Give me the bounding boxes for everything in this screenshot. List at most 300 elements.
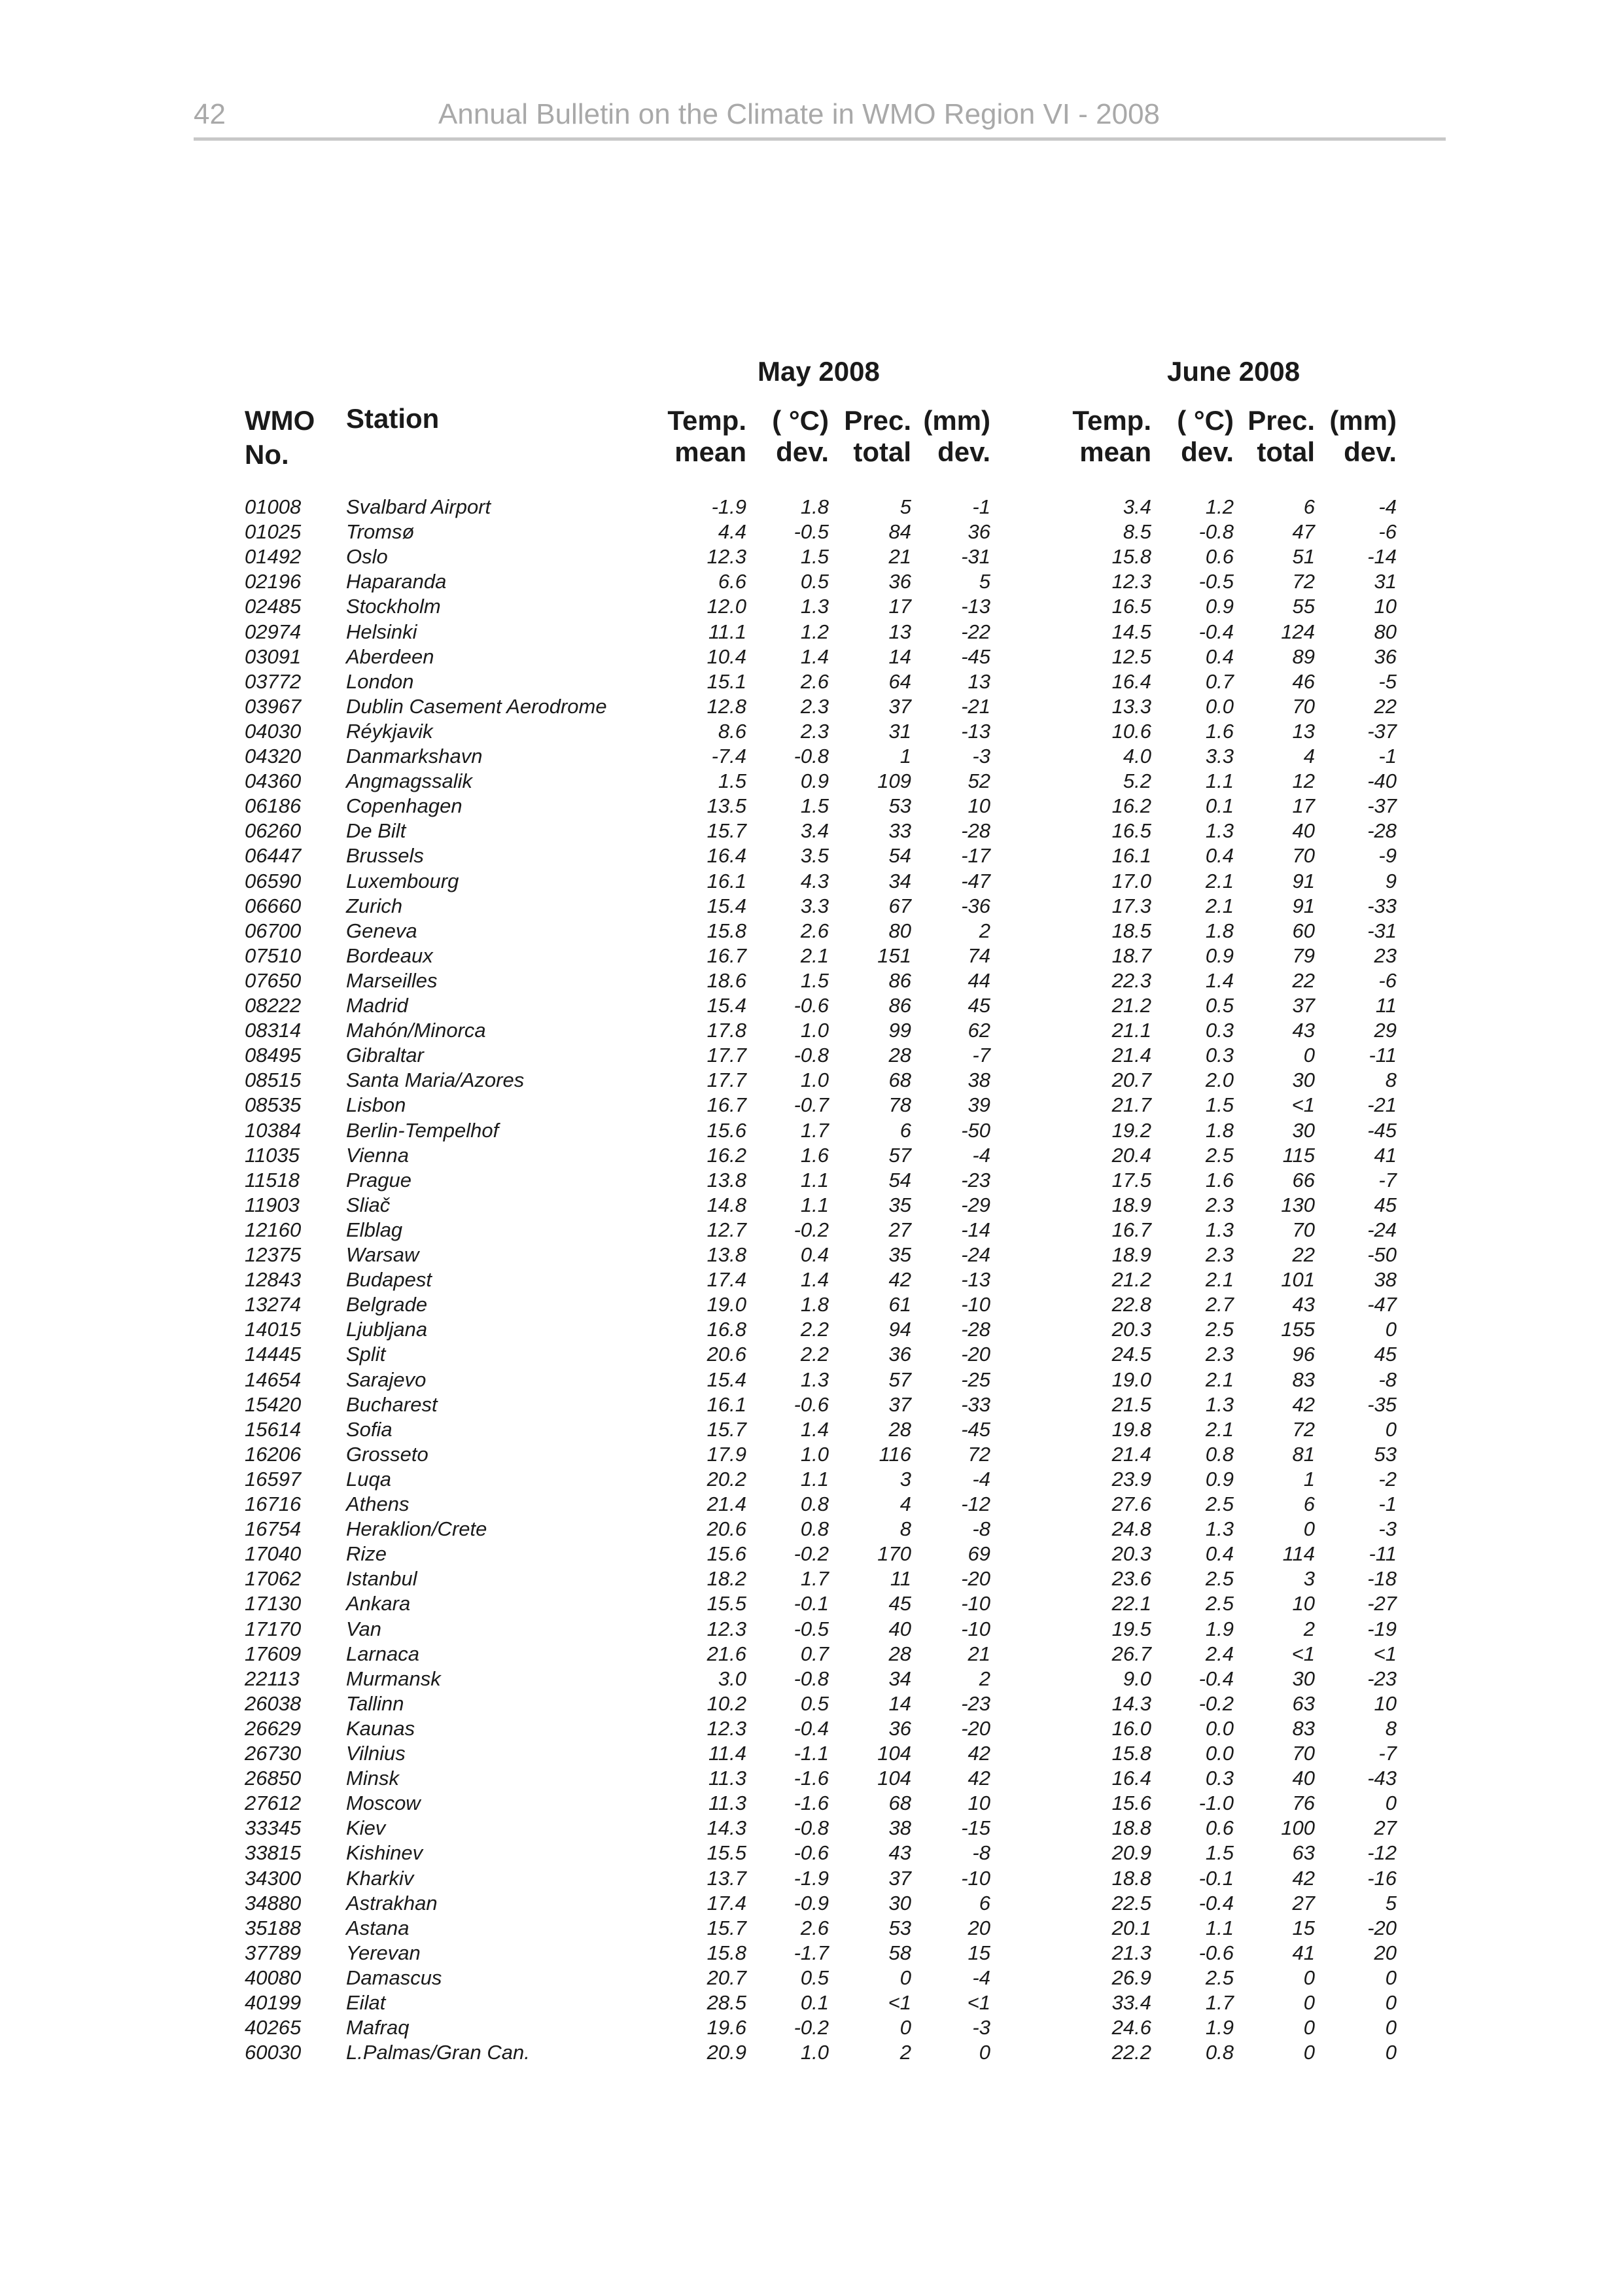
table-row xyxy=(0,569,1623,594)
may-prec-dev: 2 xyxy=(979,1667,990,1690)
wmo-number: 06660 xyxy=(245,894,302,917)
may-prec-total: 86 xyxy=(888,994,911,1017)
station-name: Heraklion/Crete xyxy=(346,1517,487,1541)
may-temp-mean: 13.7 xyxy=(707,1866,746,1890)
may-prec-dev: -7 xyxy=(972,1044,990,1067)
col-header-may-prec-dev: (mm) xyxy=(923,405,990,436)
table-row xyxy=(0,869,1623,894)
may-temp-mean: 16.2 xyxy=(707,1143,746,1167)
june-prec-total: 15 xyxy=(1292,1916,1315,1939)
june-temp-mean: 20.3 xyxy=(1111,1318,1151,1341)
wmo-number: 17062 xyxy=(245,1567,302,1591)
june-prec-dev: 5 xyxy=(1385,1891,1397,1915)
station-name: Luqa xyxy=(346,1467,391,1491)
may-temp-dev: 1.3 xyxy=(800,595,829,618)
table-row xyxy=(0,1368,1623,1392)
june-temp-dev: 0.0 xyxy=(1205,694,1234,718)
june-temp-dev: 1.8 xyxy=(1205,919,1234,942)
may-prec-dev: -23 xyxy=(961,1168,990,1192)
may-temp-dev: 0.5 xyxy=(800,570,829,593)
may-temp-mean: 3.0 xyxy=(718,1667,746,1690)
wmo-number: 33815 xyxy=(245,1841,302,1865)
may-temp-mean: 16.7 xyxy=(707,1093,746,1117)
june-temp-dev: 2.5 xyxy=(1205,1318,1234,1341)
table-row xyxy=(0,1442,1623,1467)
may-prec-dev: -21 xyxy=(961,694,990,718)
june-temp-dev: 0.3 xyxy=(1205,1767,1234,1790)
may-prec-total: 68 xyxy=(888,1792,911,1815)
may-temp-dev: 0.5 xyxy=(800,1691,829,1715)
may-prec-dev: -8 xyxy=(972,1841,990,1865)
may-temp-mean: 19.6 xyxy=(707,2016,746,2040)
june-prec-dev: 0 xyxy=(1385,1792,1397,1815)
june-prec-total: 60 xyxy=(1292,919,1315,942)
table-row xyxy=(0,1018,1623,1043)
station-name: Eilat xyxy=(346,1991,386,2014)
june-prec-total: 70 xyxy=(1292,844,1315,868)
station-name: London xyxy=(346,669,414,693)
june-prec-total: 46 xyxy=(1292,669,1315,693)
june-prec-total: 6 xyxy=(1303,495,1315,518)
may-temp-dev: 1.3 xyxy=(800,1368,829,1391)
may-temp-mean: 6.6 xyxy=(718,570,746,593)
june-prec-total: 83 xyxy=(1292,1716,1315,1740)
station-name: Marseilles xyxy=(346,968,438,992)
station-name: Larnaca xyxy=(346,1642,420,1665)
col-header-june-prec: Prec. xyxy=(1248,405,1315,436)
june-prec-dev: -14 xyxy=(1367,545,1397,569)
june-temp-mean: 16.1 xyxy=(1111,844,1151,868)
june-temp-mean: 10.6 xyxy=(1111,719,1151,743)
may-temp-dev: 2.2 xyxy=(800,1318,829,1341)
june-prec-dev: 8 xyxy=(1385,1069,1397,1092)
may-temp-dev: 1.8 xyxy=(800,1293,829,1316)
station-name: Angmagssalik xyxy=(346,769,472,793)
june-temp-dev: 0.9 xyxy=(1205,595,1234,618)
june-prec-total: 22 xyxy=(1292,1243,1315,1266)
june-temp-dev: 2.5 xyxy=(1205,1143,1234,1167)
table-row xyxy=(0,1093,1623,1118)
station-name: Astrakhan xyxy=(346,1891,438,1915)
may-temp-dev: -0.5 xyxy=(794,1617,829,1640)
june-temp-dev: 0.3 xyxy=(1205,1019,1234,1042)
june-temp-mean: 20.9 xyxy=(1111,1841,1151,1865)
may-temp-mean: 17.7 xyxy=(707,1044,746,1067)
may-prec-dev: -29 xyxy=(961,1193,990,1216)
june-temp-dev: 2.5 xyxy=(1205,1567,1234,1591)
june-temp-dev: 2.5 xyxy=(1205,1966,1234,1989)
wmo-number: 03091 xyxy=(245,645,302,668)
june-temp-dev: -0.5 xyxy=(1198,570,1234,593)
station-name: Athens xyxy=(346,1492,410,1515)
may-prec-total: 43 xyxy=(888,1841,911,1865)
june-prec-dev: -6 xyxy=(1378,968,1397,992)
june-temp-dev: -0.4 xyxy=(1198,1667,1234,1690)
june-temp-mean: 21.1 xyxy=(1111,1019,1151,1042)
june-temp-dev: 2.5 xyxy=(1205,1492,1234,1515)
wmo-number: 11518 xyxy=(245,1168,300,1192)
table-row xyxy=(0,794,1623,819)
may-prec-dev: -20 xyxy=(961,1567,990,1591)
table-row xyxy=(0,1243,1623,1267)
may-prec-total: 36 xyxy=(888,1343,911,1366)
june-prec-dev: 27 xyxy=(1374,1816,1397,1840)
june-prec-total: 0 xyxy=(1303,2041,1315,2064)
may-prec-dev: 13 xyxy=(968,669,990,693)
june-temp-mean: 12.3 xyxy=(1111,570,1151,593)
station-name: Dublin Casement Aerodrome xyxy=(346,694,607,718)
june-temp-dev: 0.8 xyxy=(1205,2041,1234,2064)
june-temp-mean: 24.8 xyxy=(1111,1517,1151,1541)
may-temp-dev: 3.4 xyxy=(800,819,829,843)
may-prec-dev: -13 xyxy=(961,1268,990,1292)
may-prec-total: 35 xyxy=(888,1193,911,1216)
may-prec-total: 28 xyxy=(888,1417,911,1441)
may-prec-dev: -8 xyxy=(972,1517,990,1541)
may-temp-dev: -0.2 xyxy=(794,1542,829,1566)
june-temp-mean: 24.5 xyxy=(1111,1343,1151,1366)
june-temp-dev: 2.1 xyxy=(1205,1268,1234,1292)
may-temp-mean: 18.6 xyxy=(707,968,746,992)
june-temp-dev: 1.6 xyxy=(1205,719,1234,743)
may-temp-mean: 12.3 xyxy=(707,1617,746,1640)
june-temp-dev: 1.1 xyxy=(1205,769,1234,793)
station-name: Copenhagen xyxy=(346,794,462,818)
june-temp-dev: 0.1 xyxy=(1205,794,1234,818)
may-prec-total: 67 xyxy=(888,894,911,917)
table-row xyxy=(0,1218,1623,1243)
june-temp-dev: 0.4 xyxy=(1205,1542,1234,1566)
may-prec-total: 80 xyxy=(888,919,911,942)
june-temp-mean: 16.4 xyxy=(1111,1767,1151,1790)
june-temp-mean: 5.2 xyxy=(1123,769,1151,793)
may-prec-dev: -25 xyxy=(961,1368,990,1391)
table-row xyxy=(0,1317,1623,1342)
june-temp-mean: 26.7 xyxy=(1111,1642,1151,1665)
may-prec-dev: 62 xyxy=(968,1019,990,1042)
table-row xyxy=(0,1193,1623,1218)
june-prec-total: 72 xyxy=(1292,1417,1315,1441)
may-temp-mean: 16.1 xyxy=(707,1392,746,1416)
june-temp-dev: 2.1 xyxy=(1205,869,1234,892)
june-temp-mean: 16.5 xyxy=(1111,819,1151,843)
june-temp-dev: -0.1 xyxy=(1198,1866,1234,1890)
wmo-number: 33345 xyxy=(245,1816,302,1840)
june-prec-total: 40 xyxy=(1292,1767,1315,1790)
may-temp-dev: 1.5 xyxy=(800,968,829,992)
col-header-wmo-no: No. xyxy=(245,439,289,470)
june-prec-dev: 0 xyxy=(1385,1966,1397,1989)
may-temp-mean: 15.1 xyxy=(707,669,746,693)
june-prec-total: 41 xyxy=(1292,1941,1315,1964)
june-prec-dev: -40 xyxy=(1367,769,1397,793)
station-name: Moscow xyxy=(346,1792,421,1815)
may-prec-total: 94 xyxy=(888,1318,911,1341)
may-temp-mean: 16.1 xyxy=(707,869,746,892)
june-prec-dev: -18 xyxy=(1367,1567,1397,1591)
may-prec-total: 2 xyxy=(899,2041,911,2064)
june-temp-dev: -0.4 xyxy=(1198,620,1234,643)
june-prec-total: 6 xyxy=(1303,1492,1315,1515)
may-temp-mean: 15.8 xyxy=(707,1941,746,1964)
june-prec-total: 91 xyxy=(1292,869,1315,892)
may-prec-total: 6 xyxy=(899,1118,911,1142)
june-prec-dev: -45 xyxy=(1367,1118,1397,1142)
table-row xyxy=(0,1267,1623,1292)
june-temp-dev: 1.9 xyxy=(1205,1617,1234,1640)
station-name: Mafraq xyxy=(346,2016,410,2040)
june-temp-dev: 1.5 xyxy=(1205,1841,1234,1865)
table-row xyxy=(0,993,1623,1018)
station-name: Yerevan xyxy=(346,1941,421,1964)
station-name: Brussels xyxy=(346,844,424,868)
june-prec-dev: -9 xyxy=(1378,844,1397,868)
june-temp-dev: 0.0 xyxy=(1205,1742,1234,1765)
june-temp-mean: 33.4 xyxy=(1111,1991,1151,2014)
june-prec-dev: -1 xyxy=(1378,1492,1397,1515)
may-temp-mean: 15.6 xyxy=(707,1542,746,1566)
june-prec-dev: 9 xyxy=(1385,869,1397,892)
may-temp-mean: 19.0 xyxy=(707,1293,746,1316)
may-prec-dev: 2 xyxy=(979,919,990,942)
table-row xyxy=(0,919,1623,944)
station-name: Damascus xyxy=(346,1966,442,1989)
may-temp-dev: 2.6 xyxy=(800,1916,829,1939)
may-temp-mean: 11.1 xyxy=(708,620,746,643)
wmo-number: 16206 xyxy=(245,1442,302,1466)
june-prec-dev: -23 xyxy=(1367,1667,1397,1690)
may-prec-total: 54 xyxy=(888,1168,911,1192)
june-prec-total: 3 xyxy=(1303,1567,1315,1591)
may-prec-total: 13 xyxy=(888,620,911,643)
may-prec-total: 170 xyxy=(877,1542,911,1566)
may-temp-mean: 4.4 xyxy=(718,520,746,544)
june-temp-dev: 1.6 xyxy=(1205,1168,1234,1192)
may-temp-mean: 20.2 xyxy=(707,1467,746,1491)
may-prec-dev: -22 xyxy=(961,620,990,643)
june-temp-dev: 0.8 xyxy=(1205,1442,1234,1466)
june-prec-dev: -16 xyxy=(1367,1866,1397,1890)
june-temp-mean: 20.7 xyxy=(1111,1069,1151,1092)
col-header-may-prec: Prec. xyxy=(844,405,911,436)
station-name: Gibraltar xyxy=(346,1044,424,1067)
table-row xyxy=(0,1816,1623,1841)
may-prec-dev: -13 xyxy=(961,719,990,743)
table-row xyxy=(0,1841,1623,1865)
june-prec-dev: 31 xyxy=(1374,570,1397,593)
may-temp-mean: 17.7 xyxy=(707,1069,746,1092)
june-prec-total: 115 xyxy=(1282,1143,1315,1167)
wmo-number: 11035 xyxy=(245,1143,300,1167)
may-temp-mean: -7.4 xyxy=(711,745,746,768)
june-temp-mean: 22.2 xyxy=(1111,2041,1151,2064)
june-temp-dev: 0.0 xyxy=(1205,1716,1234,1740)
june-prec-dev: 20 xyxy=(1374,1941,1397,1964)
wmo-number: 02485 xyxy=(245,595,302,618)
wmo-number: 40265 xyxy=(245,2016,302,2040)
may-prec-total: 14 xyxy=(888,645,911,668)
may-temp-dev: 0.5 xyxy=(800,1966,829,1989)
may-prec-dev: 0 xyxy=(979,2041,990,2064)
may-temp-mean: 17.4 xyxy=(707,1268,746,1292)
table-row xyxy=(0,1467,1623,1492)
may-temp-mean: 28.5 xyxy=(707,1991,746,2014)
may-prec-total: 14 xyxy=(888,1691,911,1715)
may-prec-total: 0 xyxy=(899,2016,911,2040)
may-temp-dev: -0.8 xyxy=(794,1816,829,1840)
station-name: Réykjavik xyxy=(346,719,433,743)
wmo-number: 08314 xyxy=(245,1019,302,1042)
may-prec-dev: 21 xyxy=(968,1642,990,1665)
may-temp-dev: 3.3 xyxy=(800,894,829,917)
may-temp-mean: 12.3 xyxy=(707,545,746,569)
may-prec-dev: 42 xyxy=(968,1767,990,1790)
table-row xyxy=(0,1667,1623,1691)
june-prec-dev: -28 xyxy=(1367,819,1397,843)
june-prec-total: 0 xyxy=(1303,1966,1315,1989)
may-temp-dev: 1.0 xyxy=(800,1442,829,1466)
may-temp-dev: 1.5 xyxy=(800,794,829,818)
station-name: Kharkiv xyxy=(346,1866,414,1890)
may-prec-dev: -17 xyxy=(961,844,990,868)
june-prec-total: 130 xyxy=(1281,1193,1315,1216)
may-temp-mean: 13.8 xyxy=(707,1168,746,1192)
may-prec-total: 64 xyxy=(888,669,911,693)
table-row xyxy=(0,744,1623,769)
station-name: Santa Maria/Azores xyxy=(346,1069,525,1092)
wmo-number: 26850 xyxy=(245,1767,302,1790)
june-temp-mean: 16.4 xyxy=(1111,669,1151,693)
june-temp-dev: 3.3 xyxy=(1205,745,1234,768)
june-prec-total: 42 xyxy=(1292,1392,1315,1416)
may-prec-dev: -28 xyxy=(961,819,990,843)
june-temp-dev: 1.3 xyxy=(1205,1517,1234,1541)
may-temp-dev: -0.6 xyxy=(794,1841,829,1865)
june-prec-total: 124 xyxy=(1281,620,1315,643)
may-temp-mean: 15.4 xyxy=(707,1368,746,1391)
may-temp-dev: -0.4 xyxy=(794,1716,829,1740)
may-temp-dev: -1.7 xyxy=(794,1941,829,1964)
june-prec-dev: -7 xyxy=(1378,1168,1397,1192)
june-temp-mean: 21.4 xyxy=(1111,1442,1151,1466)
june-prec-total: 40 xyxy=(1292,819,1315,843)
wmo-number: 06700 xyxy=(245,919,302,942)
june-prec-total: 76 xyxy=(1292,1792,1315,1815)
may-temp-mean: 15.7 xyxy=(707,1916,746,1939)
june-prec-total: 70 xyxy=(1292,1742,1315,1765)
may-prec-dev: -23 xyxy=(961,1691,990,1715)
june-prec-dev: 0 xyxy=(1385,1991,1397,2014)
june-prec-dev: -12 xyxy=(1367,1841,1397,1865)
june-prec-total: 30 xyxy=(1292,1667,1315,1690)
table-row xyxy=(0,1591,1623,1616)
june-temp-dev: 0.9 xyxy=(1205,944,1234,967)
table-row xyxy=(0,1916,1623,1941)
june-prec-total: 0 xyxy=(1303,1991,1315,2014)
station-name: Sarajevo xyxy=(346,1368,427,1391)
june-temp-mean: 21.2 xyxy=(1111,1268,1151,1292)
june-temp-mean: 22.8 xyxy=(1111,1293,1151,1316)
june-temp-mean: 17.5 xyxy=(1111,1168,1151,1192)
may-temp-dev: 2.3 xyxy=(800,719,829,743)
wmo-number: 01025 xyxy=(245,520,302,544)
table-row xyxy=(0,1741,1623,1766)
may-prec-total: 99 xyxy=(888,1019,911,1042)
may-prec-dev: -1 xyxy=(972,495,990,518)
june-prec-dev: 45 xyxy=(1374,1343,1397,1366)
wmo-number: 17170 xyxy=(245,1617,302,1640)
wmo-number: 12160 xyxy=(245,1218,302,1241)
june-temp-mean: 23.6 xyxy=(1111,1567,1151,1591)
june-temp-mean: 26.9 xyxy=(1111,1966,1151,1989)
may-temp-dev: -1.6 xyxy=(794,1767,829,1790)
table-row xyxy=(0,1542,1623,1566)
col-header-may-mean: mean xyxy=(674,436,746,467)
june-temp-dev: 1.9 xyxy=(1205,2016,1234,2040)
may-prec-total: 78 xyxy=(888,1093,911,1117)
june-temp-mean: 17.3 xyxy=(1111,894,1151,917)
may-temp-mean: 15.4 xyxy=(707,994,746,1017)
june-prec-dev: 22 xyxy=(1374,694,1397,718)
may-prec-dev: 45 xyxy=(968,994,990,1017)
june-temp-dev: -0.4 xyxy=(1198,1891,1234,1915)
wmo-number: 17040 xyxy=(245,1542,302,1566)
june-prec-dev: -35 xyxy=(1367,1392,1397,1416)
table-row xyxy=(0,1292,1623,1317)
station-name: Ljubljana xyxy=(346,1318,428,1341)
may-temp-dev: -0.7 xyxy=(794,1093,829,1117)
table-row xyxy=(0,1392,1623,1417)
june-temp-mean: 19.8 xyxy=(1111,1417,1151,1441)
col-header-station: Station xyxy=(346,403,440,434)
june-temp-mean: 15.6 xyxy=(1111,1792,1151,1815)
table-row xyxy=(0,2040,1623,2065)
may-prec-dev: 74 xyxy=(968,944,990,967)
wmo-number: 40199 xyxy=(245,1991,302,2014)
may-temp-dev: 1.0 xyxy=(800,2041,829,2064)
wmo-number: 03967 xyxy=(245,694,302,718)
june-temp-mean: 18.8 xyxy=(1111,1866,1151,1890)
june-prec-total: 37 xyxy=(1292,994,1315,1017)
june-temp-dev: 2.3 xyxy=(1205,1243,1234,1266)
station-name: Bordeaux xyxy=(346,944,433,967)
june-prec-total: 0 xyxy=(1303,1517,1315,1541)
may-temp-dev: -0.9 xyxy=(794,1891,829,1915)
station-name: Haparanda xyxy=(346,570,447,593)
june-prec-total: 0 xyxy=(1303,2016,1315,2040)
may-prec-total: 0 xyxy=(899,1966,911,1989)
june-temp-dev: 2.1 xyxy=(1205,894,1234,917)
june-temp-mean: 22.3 xyxy=(1111,968,1151,992)
wmo-number: 15420 xyxy=(245,1392,302,1416)
may-prec-dev: -4 xyxy=(972,1966,990,1989)
may-prec-total: 37 xyxy=(888,1866,911,1890)
june-prec-dev: -3 xyxy=(1378,1517,1397,1541)
table-row xyxy=(0,1866,1623,1891)
may-temp-mean: 15.7 xyxy=(707,1417,746,1441)
station-name: Grosseto xyxy=(346,1442,428,1466)
may-prec-dev: -10 xyxy=(961,1617,990,1640)
may-prec-dev: 38 xyxy=(968,1069,990,1092)
june-prec-dev: <1 xyxy=(1373,1642,1397,1665)
station-name: Madrid xyxy=(346,994,408,1017)
june-prec-total: 83 xyxy=(1292,1368,1315,1391)
wmo-number: 15614 xyxy=(245,1417,302,1441)
wmo-number: 07510 xyxy=(245,944,302,967)
june-prec-dev: 0 xyxy=(1385,1318,1397,1341)
station-name: Mahón/Minorca xyxy=(346,1019,486,1042)
june-prec-total: 51 xyxy=(1292,545,1315,569)
